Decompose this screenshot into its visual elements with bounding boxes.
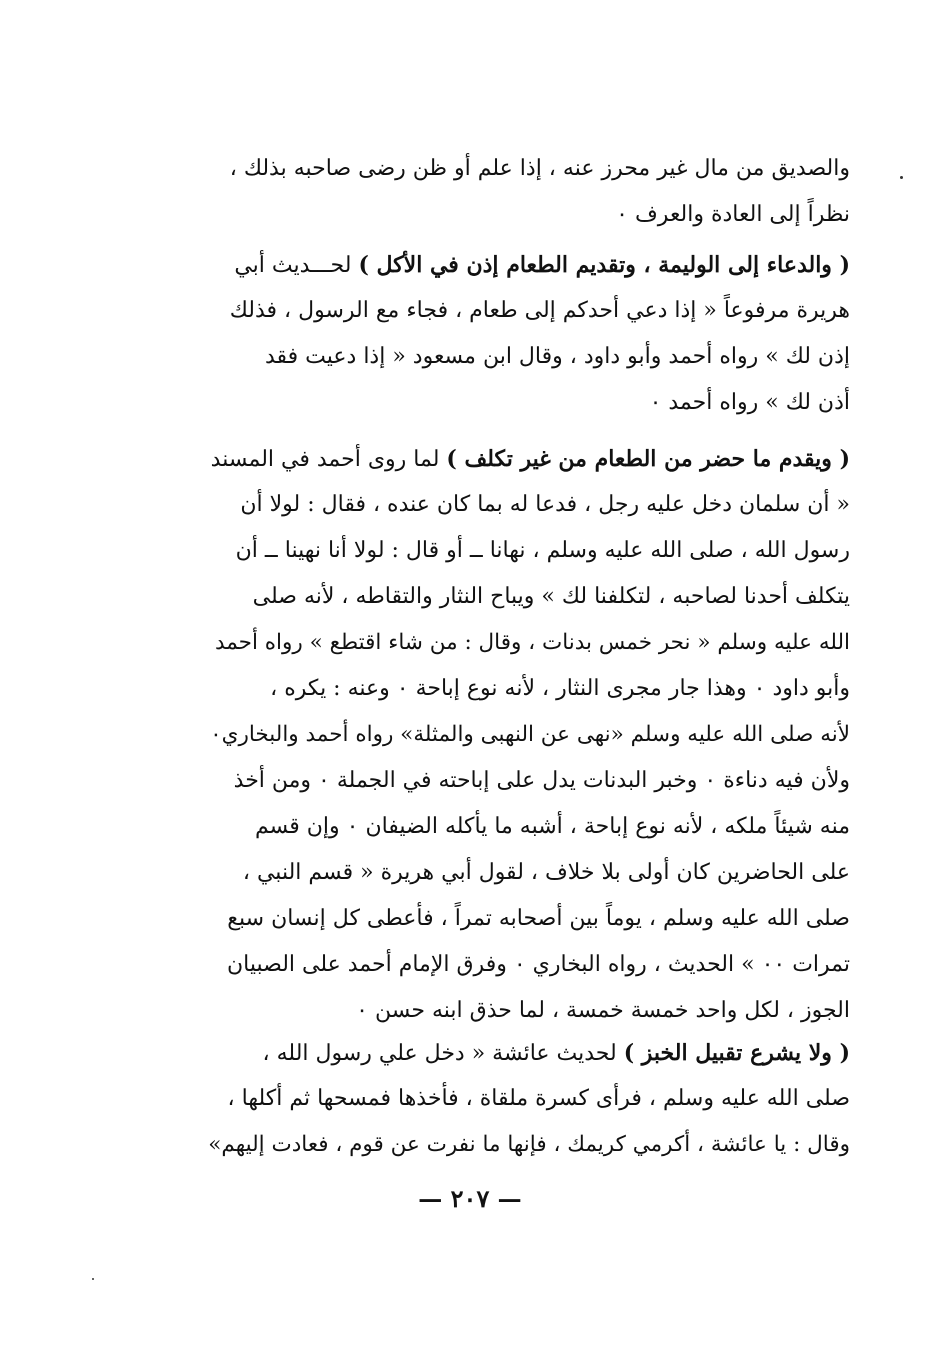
text-line: الجوز ، لكل واحد خمسة خمسة ، لما حذق ابنه حسن ٠ [356, 998, 850, 1023]
text-line: وأبو داود ٠ وهذا جار مجرى النثار ، لأنه نوع إباحة ٠ وعنه : يكره ، [270, 676, 850, 701]
text-line: هريرة مرفوعاً « إذا دعي أحدكم إلى طعام ، فجاء مع الرسول ، فذلك [229, 298, 850, 323]
text-line: يتكلف أحدنا لصاحبه ، لتكلفنا لك » ويباح النثار والتقاطه ، لأنه صلى [252, 584, 850, 609]
text-line: لأنه صلى الله عليه وسلم «نهى عن النهبى والمثلة» رواه أحمد والبخاري٠ [210, 722, 850, 747]
paragraph-2 [205, 242, 850, 426]
scan-speck [92, 1278, 94, 1280]
text-line: رسول الله ، صلى الله عليه وسلم ، نهانا ــ أو قال : لولا أنا نهينا ــ أن [235, 538, 850, 563]
section-heading: ( والدعاء إلى الوليمة ، وتقديم الطعام إذن في الأكل ) [358, 252, 850, 278]
text-line: منه شيئاً ملكه ، لأنه نوع إباحة ، أشبه ما يأكله الضيفان ٠ وإن قسم [254, 814, 850, 839]
text-line [205, 1030, 850, 1076]
text-line: صلى الله عليه وسلم ، يوماً بين أصحابه تمراً ، فأعطى كل إنسان سبع [227, 906, 850, 931]
text-line: وقال : يا عائشة ، أكرمي كريمك ، فإنها ما نفرت عن قوم ، فعادت إليهم» [208, 1132, 850, 1157]
line-continuation: لما روى أحمد في المسند [210, 447, 440, 472]
line-continuation: لحديث عائشة « دخل علي رسول الله ، [262, 1041, 617, 1066]
text-line: والصديق من مال غير محرز عنه ، إذا علم أو ظن رضى صاحبه بذلك ، [229, 156, 850, 181]
text-line: إذن لك » رواه أحمد وأبو داود ، وقال ابن مسعود « إذا دعيت فقد [264, 344, 850, 369]
page-number: — ٢٠٧ — [418, 1184, 522, 1213]
text-line: صلى الله عليه وسلم ، فرأى كسرة ملقاة ، فأخذها فمسحها ثم أكلها ، [227, 1086, 850, 1111]
text-line: على الحاضرين كان أولى بلا خلاف ، لقول أبي هريرة « قسم النبي ، [242, 860, 850, 885]
text-line: تمرات ٠٠ » الحديث ، رواه البخاري ٠ وفرق الإمام أحمد على الصبيان [226, 952, 850, 977]
text-line: الله عليه وسلم « نحر خمس بدنات ، وقال : من شاء اقتطع » رواه أحمد [214, 630, 850, 655]
text-line: نظراً إلى العادة والعرف ٠ [616, 202, 850, 227]
paragraph-3 [205, 436, 850, 1034]
section-heading: ( ولا يشرع تقبيل الخبز ) [623, 1040, 850, 1066]
paragraph-1 [205, 146, 850, 238]
text-line: « أن سلمان دخل عليه رجل ، فدعا له بما كان عنده ، فقال : لولا أن [240, 492, 850, 517]
text-line: أذن لك » رواه أحمد ٠ [649, 390, 850, 415]
line-continuation: لحـــديث أبي [234, 253, 352, 278]
text-line: ولأن فيه دناءة ٠ وخبر البدنات يدل على إباحته في الجملة ٠ ومن أخذ [233, 768, 850, 793]
scan-speck [900, 176, 903, 179]
text-line [205, 242, 850, 288]
paragraph-4 [205, 1030, 850, 1168]
section-heading: ( ويقدم ما حضر من الطعام من غير تكلف ) [446, 446, 850, 472]
text-line [205, 436, 850, 482]
